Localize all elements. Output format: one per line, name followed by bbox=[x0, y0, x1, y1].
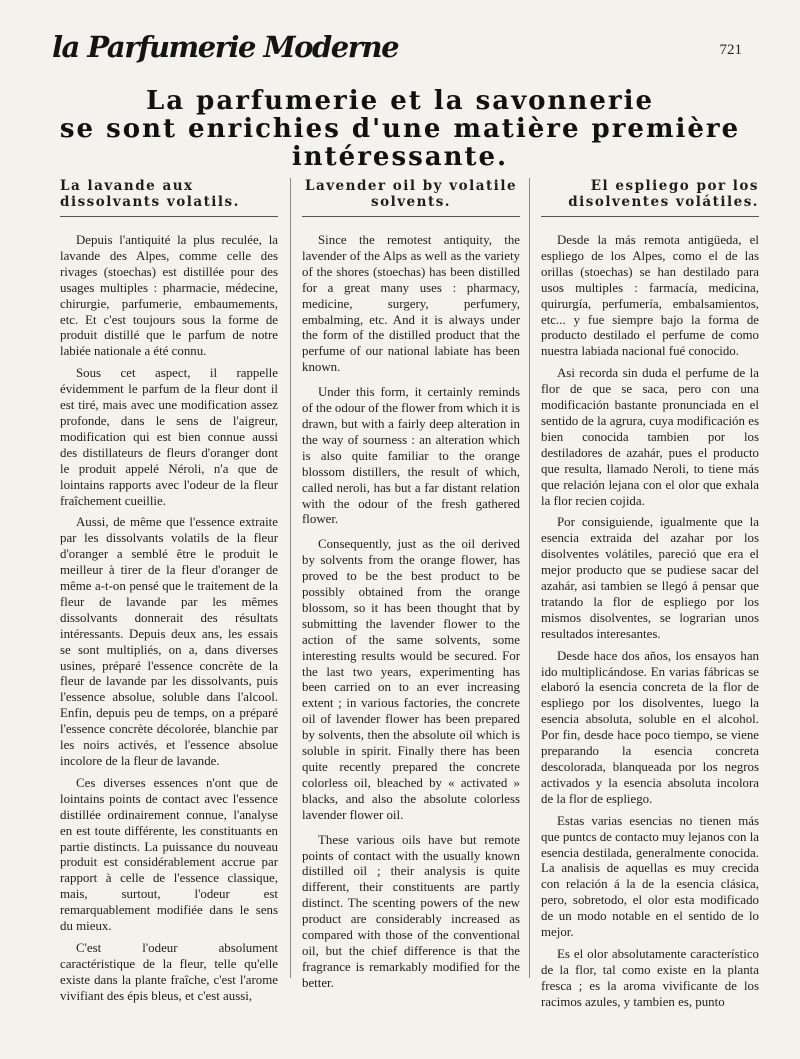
column-body bbox=[60, 233, 278, 1005]
column-body bbox=[541, 233, 759, 1011]
masthead-text: la Parfumerie Moderne bbox=[52, 30, 399, 64]
paragraph: These various oils have but remote points of contact with the usually known distilled oil ; their analysis is quite different, their constituents are partly distinct. The scenting powers of the new product are considerably increased as compared with those of the conventional oil, but the chief difference is that the fragrance is remarkably modified for the better. bbox=[302, 832, 520, 990]
title-line: se sont enrichies d'une matière première bbox=[59, 114, 741, 144]
journal-masthead bbox=[52, 30, 398, 64]
column-body bbox=[302, 233, 520, 992]
column-heading: El espliego por los disolventes volátiles. bbox=[541, 178, 759, 217]
column-english bbox=[302, 178, 520, 992]
paragraph: Es el olor absolutamente característico de la flor, tal como existe en la planta fresca ; es la aroma vivificante de los racimos azules, y tambien es, punto bbox=[541, 946, 759, 1009]
paragraph: Por consiguiende, igualmente que la esencia extraida del azahar por los disolventes volátiles, pareció que era el mejor producto que se pudiese sacar del azahár, asi tambien se llegó á pensar que tratando la flor de espliego por los mismos disolventes, se lograrian unos resultados interesantes. bbox=[541, 515, 759, 641]
column-heading: Lavender oil by volatile solvents. bbox=[302, 178, 520, 217]
paragraph: Aussi, de même que l'essence extraite par les dissolvants volatils de la fleur d'oranger a semblé être le produit le meilleur à tirer de la fleur d'oranger de même a-t-on pensé que le traitement de la fleur de lavande par les mêmes dissolvants donnerait des résultats intéressants. Depuis deux ans, les essais se sont multipliés, on a, dans diverses usines, préparé l'essence concrète de la fleur de lavande par les dissolvants, puis l'essence absolue, soluble dans l'alcool. Enfin, depuis peu de temps, on a préparé l'essence concrète décolorée, blanchie par les noirs activés, et l'essence absolue incolore de la fleur de lavande. bbox=[60, 515, 278, 768]
paragraph: Sous cet aspect, il rappelle évidemment le parfum de la fleur dont il est tiré, mais avec une modification assez profonde, dans le sens de l'aigreur, modification qui est bien connue aussi des distillateurs de fleurs d'oranger dont le produit appelé Néroli, n'a que de lointains rapports avec l'odeur de la fleur fraîchement cueillie. bbox=[60, 366, 278, 508]
paragraph: Desde hace dos años, los ensayos han ido multiplicándose. En varias fábricas se elaboró la esencia concreta de la flor de espliego por los disolventes, luego la esencia absoluta, soluble en el alcohol. Por fin, desde hace poco tiempo, se viene preparando la esencia concreta descolorada, blanqueada por los negros activados y la esencia absoluta incolora de la flor de espliego. bbox=[541, 648, 759, 806]
paragraph: Ces diverses essences n'ont que de lointains points de contact avec l'essence distillée ordinairement connue, l'analyse en est toute différente, les constituants en partie distincts. La puissance du nouveau produit est considérablement accrue par rapport à celle de l'essence classique, mais, surtout, l'odeur est remarquablement modifiée dans le sens du mieux. bbox=[60, 775, 278, 934]
page-number: 721 bbox=[719, 42, 742, 58]
paragraph: Since the remotest antiquity, the lavender of the Alps as well as the variety of the shores (stoechas) has been distilled for a great many uses : pharmacy, medicine, surgery, perfumery, embalming, etc. And it is always under the form of the distilled product that the perfume of our national labiate has been known. bbox=[302, 233, 520, 375]
paragraph: Under this form, it certainly reminds of the odour of the flower from which it is drawn, but with a fairly deep alteration in the way of sourness : an alteration which is also quite familiar to the orange blossom distillers, the result of which, called neroli, has but a far distant relation with the odour of the fresh gathered flower. bbox=[302, 385, 521, 527]
paragraph: C'est l'odeur absolument caractéristique de la fleur, telle qu'elle existe dans la plante fraîche, c'est l'arome vivifiant des épis bleus, et c'est aussi, bbox=[60, 940, 278, 1003]
paragraph: Depuis l'antiquité la plus reculée, la lavande des Alpes, comme celle des rivages (stoechas) est distillée pour des usages multiples : pharmacie, médecine, chirurgie, parfumerie, embaumements, etc. Et c'est toujours sous la forme de produit distillé que le parfum de notre labiée nationale a été connu. bbox=[60, 233, 278, 359]
column-heading: La lavande aux dissolvants volatils. bbox=[60, 178, 278, 217]
column-divider bbox=[290, 178, 291, 978]
column-french bbox=[60, 178, 278, 1005]
paragraph: Estas varias esencias no tienen más que puntcs de contacto muy lejanos con la esencia destilada, generalmente conocida. La analisis de aquellas es muy crecida con relación á la de la esencia clásica, pero, sobretodo, el olor esta modificado de un modo notable en el sentido de lo mejor. bbox=[541, 813, 760, 940]
paragraph: Desde la más remota antigüeda, el espliego de los Alpes, como el de las orillas (stoechas) se han destilado para usos multiples : farmacía, medicina, quirurgía, perfumería, embalsamientos, etc... y fue siempre bajo la forma de producto destilado el perfume de como nuestra labiada nacional fué conocido. bbox=[541, 233, 759, 359]
paragraph: Consequently, just as the oil derived by solvents from the orange flower, has proved to be the best product to be possibly obtained from the orange blossom, so it has been thought that by submitting the lavender flower to the action of the same solvents, some interesting results would be secured. For the last two years, experimenting has been carried on to an ever increasing extent ; in various factories, the concrete oil of lavender flower has been prepared by solvents, then the absolute oil which is soluble in spirit. Finally there has been quite recently prepared the concrete colorless oil, bleached by « activated » blacks, and also the absolute colorless lavender flower oil. bbox=[302, 537, 520, 822]
paragraph: Asi recorda sin duda el perfume de la flor de que se saca, pero con una modificación bastante pronunciada en el sentido de la agrura, cuya modificación es bien conocida tambien por los destiladores de azahár, pues el producto que resulta, llamado Neroli, to tiene más que relación lejana con el olor que exhala la flor recien cojida. bbox=[541, 366, 759, 508]
title-line: La parfumerie et la savonnerie bbox=[146, 86, 654, 116]
article-columns bbox=[52, 178, 766, 1009]
column-divider bbox=[529, 178, 530, 978]
article-title bbox=[40, 87, 760, 171]
title-line: intéressante. bbox=[291, 142, 509, 172]
column-spanish bbox=[541, 178, 759, 1011]
